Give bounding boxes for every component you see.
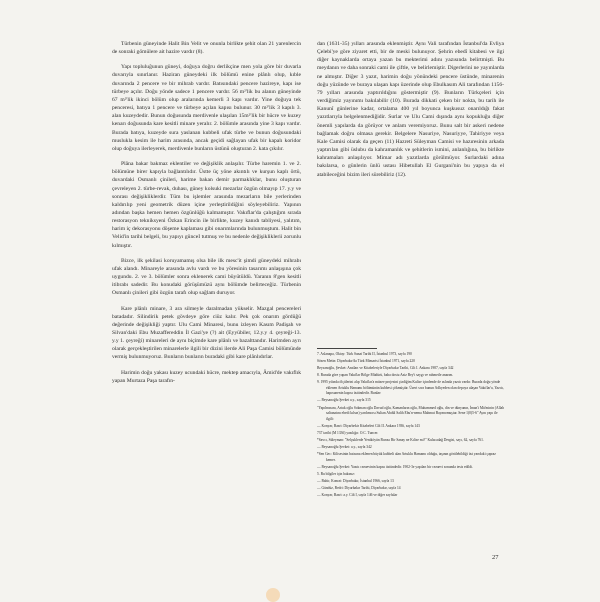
footnote: — Gündüz, Bedri: Diyarbakır Tarihi, Diyarbakır, sayfa 14: [317, 485, 401, 490]
footnote: — Beysanoğlu Şevket a.y., sayfa 315: [317, 398, 371, 403]
footnote: *Sen Gec: Kilisesinin batısına eklenen büyük kubbeli alan Artuklu Hamamı olduğu, taşının görülebildiği üst yarıdaki çapraz kemer.: [317, 452, 496, 462]
footnote: 5. Bu bilgiler için bakınız:: [317, 471, 355, 476]
footnote: — Konyar, Basri: a.y. Cilt I, sayfa 146 ve diğer sayfalar: [317, 493, 398, 497]
right-text-column: [317, 40, 504, 186]
footnote: "Yapılmasını, Artuk oğlu Sokman oğlu Davud oğlu, Kamanların oğlu, Muhammed oğlu, din ve dünyanın, İman'i Mü'minin (Allah saltanatını ebedi kılsın) yardımcısı Sultan Abdül Salih Ebu'n-nema Mahmut Bayanomuştur. Sene 1(0)5-6" Aynı yapı ile ilgili:: [317, 405, 504, 421]
footnote: *Savcı, Süleyman: "Selçuklerde Yeniköyün Burası Bir Sanay ne Kılise mi?" Kulacadağ Dergisi, sayı, 62, sayfa 761.: [317, 437, 484, 442]
footnote: 9. 1995 yılında ölçülerini alıp Vakıflar'a müzee projesini çizdiğim Kulise içindende de aslında yazıtı vardır. Burada doğu yönde eklenen Artuklu Hamamı bölümünün kubbesi çökmüştür. Üzeri sıva bunun Adlıyeden olan depoya ulaşan Vakıflar'a, Yazıtı, hapısunenin kapısı üstündedir. Bunlar:: [317, 380, 504, 396]
page-number: 27: [492, 554, 499, 561]
footnote: — Bahir, Konrat: Diyarbakır, İstanbul 1966, sayfa 13: [317, 478, 394, 483]
footnote: — Beysanoğlu Şevket: a.y., sayfa 342: [317, 444, 372, 449]
paragraph: Yapı topluluğunun güneyi, doğuya doğru derlikçine men yola göre bir duvarla duvarıyla sınırlanır. Haziran güneydeki ilk bölümü enine plânlı olup, kıble duvarında 2 pencere ve bir mihrab vardır. Batısındaki pencere hazireye, kapı ise türbeye açılır. Doğu yönde sadece 1 pencere vardır. 56 m²'lik bu alanın güneyinde 67 m²'lik ikinci bölüm olup aralarında kemerli 3 kapı vardır. Yine doğuya tek penceresi, batıya 1 pencere ve türbeye açılan kapısı bulunur. 30 m²'lik 3 kapılı 3. alan kuzeydedir. Bunun doğusunda merdivenle ulaşılan 15m²'lik bir hücre ve kuzey kenarı doğusunda kare kesitli minare yeralır. 2. bölümle arasında yine 3 kapı vardır. Burada batıya, kuzeyde sura yaslanan kubbeli ufak türbe ve bunun doğusundaki muslukla kesim ile harim arasında, ancak geçidi sağlayan ufak bir kapalı koridor olup doğuya ilerleyerek, merdivenle bunların üstünü oluşturan 2. kata çıkılır.: [112, 64, 301, 152]
footnote: 7. Aslanapa, Oktay: Türk Sanat Tarihi II, İstanbul 1973, sayfa 190: [317, 352, 412, 356]
paragraph: Plâna bakar bakmaz eklentiler ve değişiklik anlaşılır. Türbe haremin 1. ve 2. bölümüne birer kapıyla bağlantılıdır. Üstte üç yöne akıntılı ve kurşun kaplı örtü, duvardaki Osmanlı çinileri, harime bakan demir parmaklıklar, bunu oluşturan çevreleyen 2. türbe-revak, duhası, güney kolsuki mezarlar özgün olmayıp 17. y.y ve sonrası değişikliklerdir. Tüm bu işlemler arasında mezarların bile yerlerinden kaldırılıp yeni geometrik düzen içine yerleştirildiğini söyleyebiliriz. Yapının adından başka hemen hemen özgünlüğü kalmamıştır. Vakıflar'da çalıştığım sırada restorasyon tekniksyeni Özkan Erincin ile birlikte, kuzey kanıdı tabliyesi, yalıtım, harim iç dekorasyonu döşeme kaplaması gibi onarımlarında bulunmuştum. Halit bin Velid'in tarihi belgeli, bu yapıyı günceI tutmuş ve bu nedenle değişikliklerii zorunlu kılmıştır.: [112, 161, 301, 249]
paragraph: Türbenin güneyinde Halit Bin Velit ve onunla birlikte şehit olan 21 yarenlercin de sonraki gömülere ait hazire vardır (8).: [112, 41, 301, 56]
footnote: — Konyar, Basri: Diyarbekir Kitabeleri Cilt II. Ankara 1936, sayfa 143: [317, 423, 420, 428]
paragraph: Harimin doğu yakası kuzey ucundaki hücre, mektep amacıyla, Âmid'de vakıflık yapan Murtaza Paşa tarafın-: [112, 369, 301, 384]
footnote: Beysanoğlu, Şevket: Anıtları ve Kitabeleriyle Diyarbakır Tarihi, Cilt I. Ankara 1987, sayfa 342: [317, 366, 454, 371]
footnote: 8. Burada göre yapan Vakıflar Bölge Müdürü, baba dostu Aziz Bey'i saygı ve rahmetle anarım.: [317, 373, 454, 378]
paragraph: dan (1631-35) yılları arasında eklenmiştir. Aynı Vali tarafından İstanbul'da Evliya Çelebi'ye göre ziyaret etti, bir de meski bulunuyor. Şehrin ebedî kitabesi ve ilgi diğer kaynaklarda ortaya yazan bu mekterimi adını yazısında belirtmişti. Bu meydanın ve daha sonraki cami ile çiftle, ve belirlemiştir. Digerlerini ne yayınlarda ne almıştır. Diğer 3 yazıt, harimin doğu yönündeki pencere üstünde, minarenin doğu yüzünde ve buraya ulaşan kapı üzerinde olup Ebulkasım Ali tarafından 1156-79 yılları arasında yaptırıldığını göstermiştir (9). Bunların Türkçeleri için verdiğimiz yayınımı bakılabilir (10). Burada dikkati çeken bir nokta, bu tarih ile Kanunî günlerine kadar, ortalama 400 yıl boyunca kuşkusuz onarıldığı fakat yazıtlarıyla belgelenmediğidir. Surlar ve Ulu Cami dışında aynı kopukluğu diğer önemli yapılarda da görüyor ve anlam veremiyoruz. Bunu salt bir askeri nedene bağlamak doğru olmasa gerekir. Belgelere Nasuriye, Nasuriyye, Tahiriyye veya Kale Camisi olarak da geçen (11) Hazreti Süleyman Camisi ve hazıresinin arkada yaptırılan gibi üslubu da kahramanlık ve şehitlerin ismini, anlanlığına, bu birlikte kahramaları anlaşılıyor. Mimar adı yazıtlarda görülmüyor. Surlardaki adına bakılarsa, o günlerin ünlü ustası Hibetullah El Gurgani'nin bu yapıya da el atabileceğini bizim ileri sürebiliriz (12).: [317, 41, 504, 178]
paragraph: Kare plânlı minare, 3 ara silmeyle daralmadan yükselir. Mazgal pencereleri batadadır. Silindirik petek gövdeye göre ciüz kalır. Pek çok onarım gördüğü değerinde değişikliği yaptır. Ulu Cami Minaresi, bunu izleyen Kasım Padişah ve Silvan'daki Ebu Muzaffereddin İl Gazi'ye (?) ait (Eyyübiler, 12.y.y 4. çeyreği-13. y.y 1. çeyreği) minareleri de aynı biçimde kare plânlı ve bazalttandır. Harimden ayrı olarak gerçekleştirilen minarelerle ilgili bir dizini ilerde Ali Paşa Camisi bölümünde vermiş bulunmuyoruz. Bunların bunların buradaki gibi kare plânlıdırlar.: [112, 305, 301, 361]
footnote-separator: [317, 348, 377, 349]
left-text-column: [112, 40, 301, 392]
footnote: Sözen Metin: Diyarbakır'da Türk Mimarisi İstanbul 1971, sayfa 220: [317, 359, 415, 364]
footnote: 737 tarihi (M 1336) yazılığır. O.C. Tuncer.: [317, 430, 379, 435]
footnotes-block: [317, 352, 504, 500]
paragraph: Bizce, ilk şekilasi koruyamamış olsa bile ilk mesc'it şimdi güneydeki mihrabı ufak alandı. Minareyle arasında avlu vardı ve bu yöresinin tasarımı anlaşışına çok uygundu. 2. ve 3. bölümler sonra eklenerek cami büyütüldü. Yaranın 8'gen kesitli itibrabı sadedir. Bu konudaki görüşümüzü aynı bölümde belirteceğiz. Türbenin Osmanlı çinileri gibi özgün tarafı olup sağlam duruyor.: [112, 257, 301, 297]
footnote: — Beysanoğlu Şevket: Yazıtı cezaevinin kapısı üstündedir. 1902-3e yapıları bir cezaevi sonunda tesis edildi.: [317, 464, 474, 469]
